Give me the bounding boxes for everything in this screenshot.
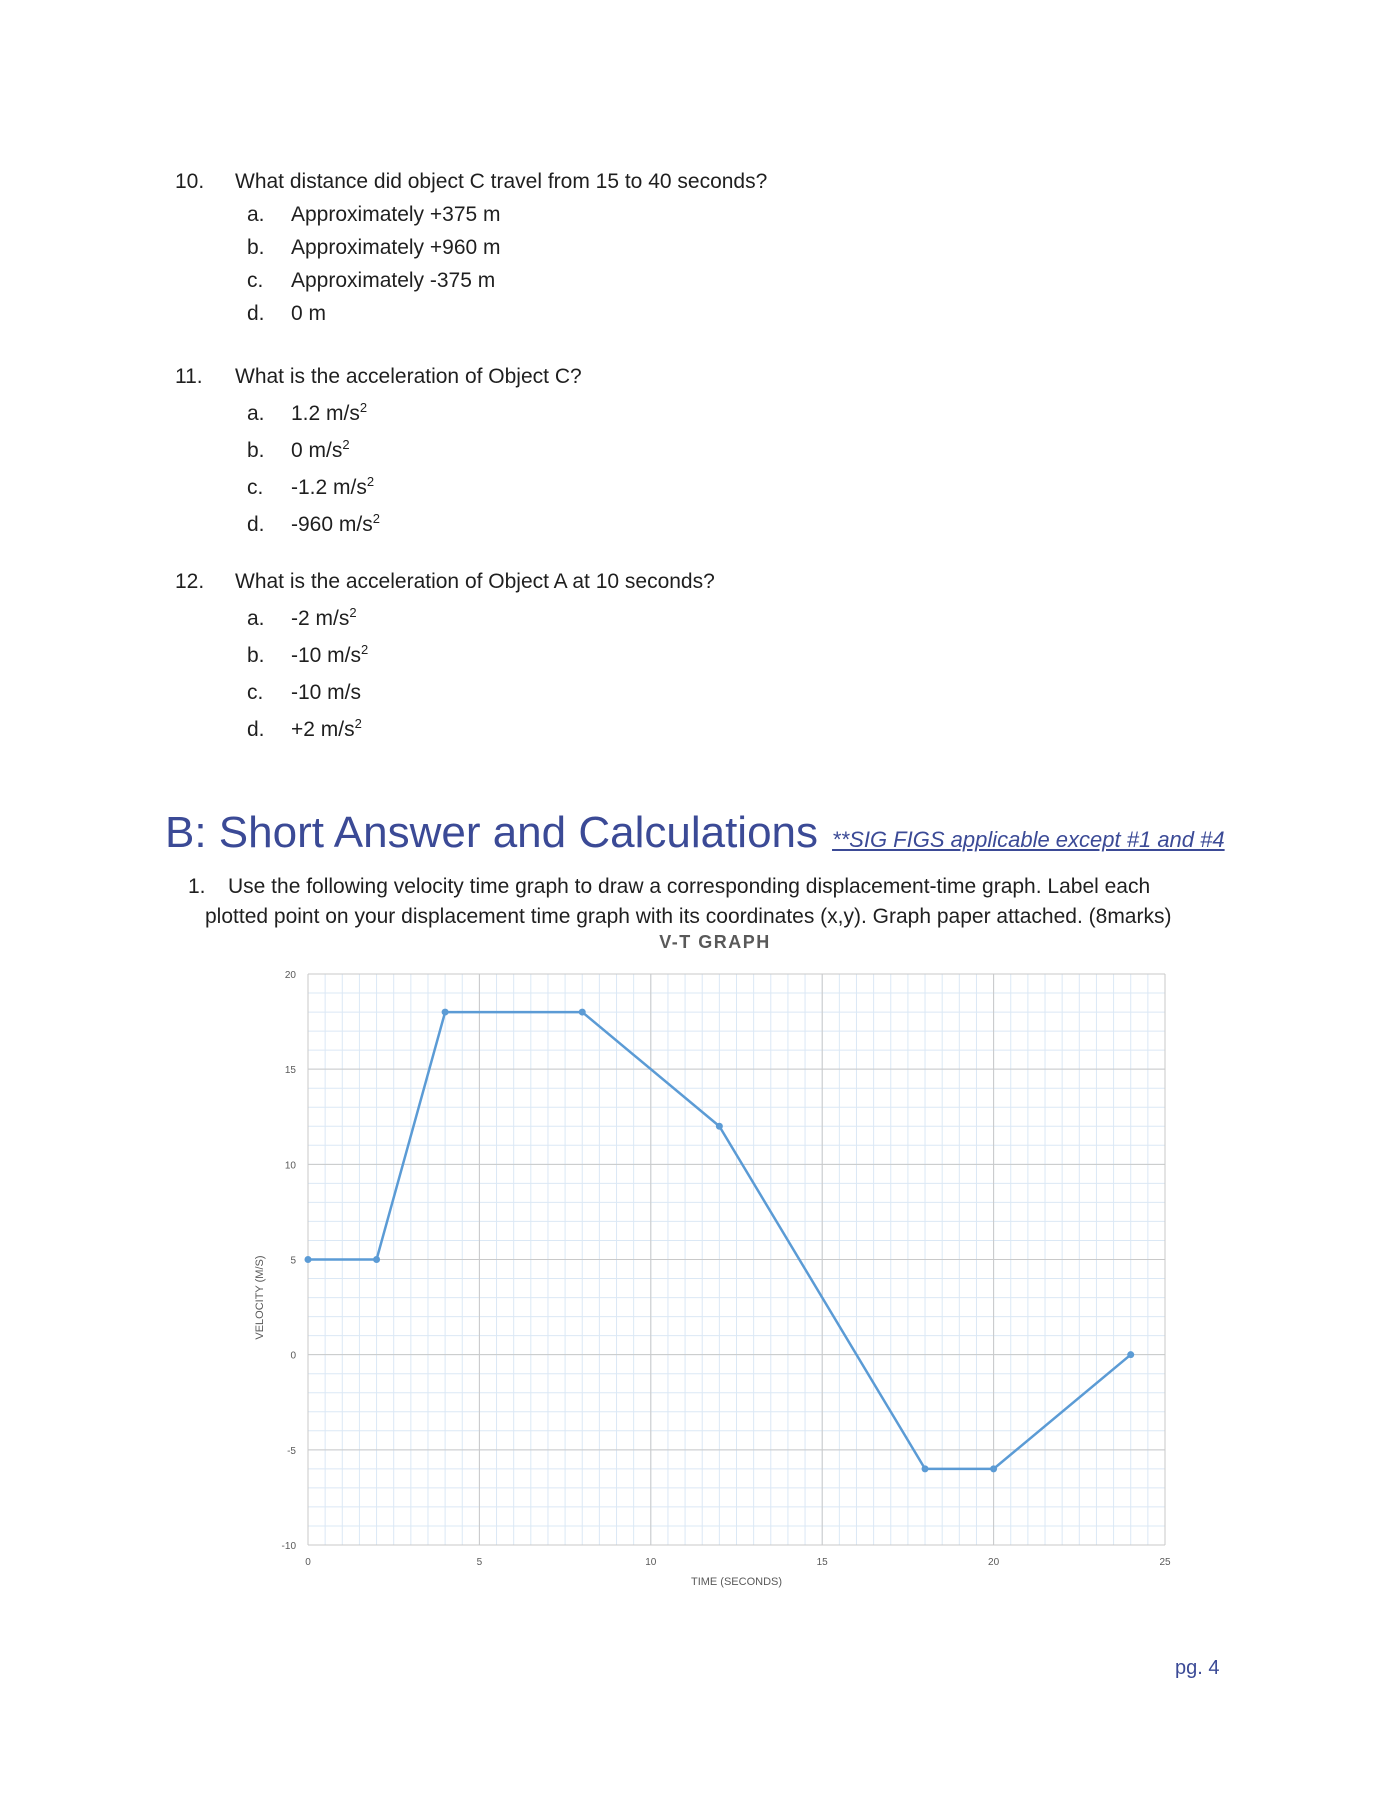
option-letter: a. bbox=[247, 402, 265, 425]
option-letter: c. bbox=[247, 269, 264, 292]
option-text: -1.2 $m/s^2$ bbox=[291, 474, 375, 499]
y-tick-label: 20 bbox=[284, 970, 296, 981]
option-text: Approximately +375 m bbox=[291, 203, 501, 226]
x-tick-label: 10 bbox=[645, 1557, 657, 1568]
data-point bbox=[373, 1256, 380, 1263]
x-tick-label: 15 bbox=[816, 1557, 828, 1568]
y-axis-title: VELOCITY (M/S) bbox=[254, 1255, 266, 1340]
option-letter: c. bbox=[247, 681, 264, 704]
option-letter: c. bbox=[247, 476, 264, 499]
x-tick-label: 25 bbox=[1159, 1557, 1171, 1568]
question-number: 11. bbox=[175, 365, 203, 388]
chart-title: V-T GRAPH bbox=[659, 932, 771, 952]
data-point bbox=[305, 1256, 312, 1263]
y-tick-label: -5 bbox=[287, 1445, 296, 1457]
question-number: 12. bbox=[175, 570, 205, 593]
question-text-line-1: Use the following velocity time graph to draw a corresponding displacement-time graph. Label each bbox=[228, 875, 1151, 898]
option-letter: a. bbox=[247, 203, 265, 226]
y-tick-label: 0 bbox=[290, 1350, 296, 1362]
option-letter: b. bbox=[247, 236, 265, 259]
option-letter: a. bbox=[247, 607, 265, 630]
option-letter: d. bbox=[247, 302, 265, 325]
data-point bbox=[1127, 1351, 1134, 1358]
data-point bbox=[442, 1009, 449, 1016]
option-letter: b. bbox=[247, 439, 265, 462]
option-letter: d. bbox=[247, 513, 265, 536]
section-note: **SIG FIGS applicable except #1 and #4 bbox=[832, 827, 1225, 852]
option-text: +2 $m/s^2$ bbox=[291, 716, 362, 741]
y-tick-label: 15 bbox=[284, 1065, 296, 1077]
section-title: B: Short Answer and Calculations bbox=[165, 808, 819, 857]
data-point bbox=[716, 1123, 723, 1130]
y-tick-labels bbox=[282, 970, 297, 1552]
x-tick-label: 0 bbox=[305, 1557, 311, 1568]
x-axis-title: TIME (SECONDS) bbox=[690, 1576, 783, 1588]
option-text: -960 $m/s^2$ bbox=[291, 511, 380, 536]
question-number: 1. bbox=[188, 875, 206, 898]
y-tick-label: 10 bbox=[284, 1160, 296, 1172]
x-tick-label: 5 bbox=[476, 1557, 483, 1568]
x-tick-labels bbox=[305, 1557, 1171, 1568]
option-text: Approximately +960 m bbox=[291, 236, 501, 259]
page-number: pg. 4 bbox=[1175, 1657, 1220, 1679]
data-point bbox=[990, 1465, 997, 1472]
question-text-line-2: plotted point on your displacement time graph with its coordinates (x,y). Graph paper attached. (8marks) bbox=[205, 905, 1172, 928]
data-point bbox=[579, 1009, 586, 1016]
x-tick-label: 20 bbox=[988, 1557, 1000, 1568]
question-text: What is the acceleration of Object A at 10 seconds? bbox=[235, 570, 715, 593]
option-text: -10 m/s bbox=[291, 681, 362, 704]
y-tick-label: -10 bbox=[281, 1541, 296, 1552]
y-tick-label: 5 bbox=[290, 1255, 296, 1267]
option-text: -2 $m/s^2$ bbox=[291, 605, 357, 630]
option-text: -10 $m/s^2$ bbox=[291, 642, 369, 667]
question-text: What distance did object C travel from 15 to 40 seconds? bbox=[235, 170, 768, 193]
option-text: 0 m bbox=[291, 302, 327, 325]
option-text: 1.2 $m/s^2$ bbox=[291, 400, 368, 425]
option-text: 0 $m/s^2$ bbox=[291, 437, 350, 462]
data-point bbox=[922, 1465, 929, 1472]
option-letter: b. bbox=[247, 644, 265, 667]
option-letter: d. bbox=[247, 718, 265, 741]
question-number: 10. bbox=[175, 170, 205, 193]
question-text: What is the acceleration of Object C? bbox=[235, 365, 582, 388]
option-text: Approximately -375 m bbox=[291, 269, 496, 292]
